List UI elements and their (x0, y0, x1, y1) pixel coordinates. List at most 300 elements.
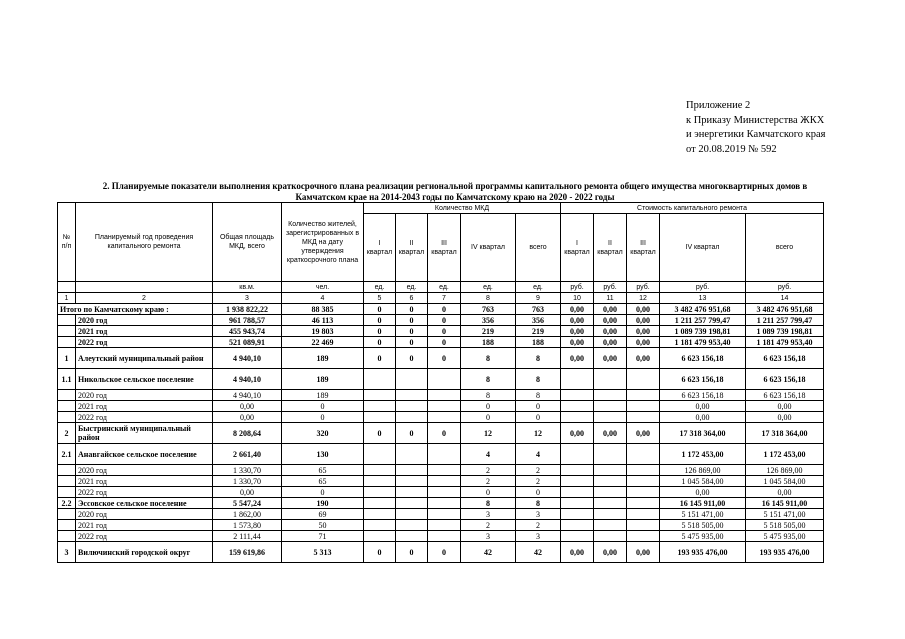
document-heading (55, 181, 855, 203)
table-row (58, 487, 824, 498)
appendix-line: и энергетики Камчатского края (686, 129, 826, 140)
table-cell: 42 (516, 542, 561, 563)
table-cell: 0 (461, 401, 516, 412)
column-number: 2 (76, 293, 213, 304)
table-cell (561, 531, 594, 542)
table-cell (561, 444, 594, 465)
table-cell (396, 390, 428, 401)
column-number: 6 (396, 293, 428, 304)
column-number: 4 (282, 293, 364, 304)
table-cell (396, 509, 428, 520)
table-cell: Никольское сельское поселение (76, 369, 213, 390)
table-cell: 0 (428, 315, 461, 326)
table-cell (627, 476, 660, 487)
table-cell (428, 509, 461, 520)
header-cost-q3: III квартал (627, 214, 660, 282)
table-cell (627, 487, 660, 498)
table-cell: 19 803 (282, 326, 364, 337)
table-cell: 65 (282, 465, 364, 476)
table-cell: 22 469 (282, 337, 364, 348)
table-cell: 0 (364, 337, 396, 348)
table-cell: 0 (461, 412, 516, 423)
table-cell (58, 315, 76, 326)
table-row (58, 412, 824, 423)
table-cell (364, 476, 396, 487)
table-cell: 0 (282, 412, 364, 423)
table-cell: 0 (282, 487, 364, 498)
table-cell (428, 487, 461, 498)
table-cell: 6 623 156,18 (660, 369, 746, 390)
header-mkd-q3: III квартал (428, 214, 461, 282)
table-cell: 3 482 476 951,68 (746, 304, 824, 315)
appendix-block (686, 99, 825, 157)
table-cell (428, 444, 461, 465)
table-cell: 1 938 822,22 (213, 304, 282, 315)
table-cell: 2 111,44 (213, 531, 282, 542)
table-cell (58, 390, 76, 401)
table-cell (58, 412, 76, 423)
table-cell (594, 476, 627, 487)
table-cell (627, 465, 660, 476)
table-cell (594, 444, 627, 465)
table-cell: 356 (461, 315, 516, 326)
table-cell (627, 369, 660, 390)
table-row (58, 465, 824, 476)
table-cell: 0,00 (660, 487, 746, 498)
table-row (58, 326, 824, 337)
table-row (58, 304, 824, 315)
units-cell: кв.м. (213, 282, 282, 293)
table-cell: 0 (364, 542, 396, 563)
table-cell (561, 401, 594, 412)
table-cell (58, 476, 76, 487)
table-cell: 2020 год (76, 509, 213, 520)
table-cell (428, 498, 461, 509)
column-number: 3 (213, 293, 282, 304)
table-cell (594, 531, 627, 542)
table-cell (627, 498, 660, 509)
column-number: 1 (58, 293, 76, 304)
table-cell (364, 498, 396, 509)
table-cell (627, 520, 660, 531)
table-cell: 0,00 (627, 304, 660, 315)
table-cell: 1 045 584,00 (660, 476, 746, 487)
table-cell: 1 172 453,00 (660, 444, 746, 465)
table-cell: 189 (282, 369, 364, 390)
units-cell: руб. (561, 282, 594, 293)
table-cell (561, 498, 594, 509)
header-area: Общая площадь МКД, всего (213, 203, 282, 282)
table-cell (561, 487, 594, 498)
table-cell: 5 547,24 (213, 498, 282, 509)
table-cell (428, 369, 461, 390)
table-cell: 0 (396, 348, 428, 369)
table-cell (428, 465, 461, 476)
table-cell (396, 444, 428, 465)
table-cell: 69 (282, 509, 364, 520)
table-cell (561, 412, 594, 423)
table-cell: 8 (461, 390, 516, 401)
table-cell: 12 (461, 423, 516, 444)
table-cell: Анавгайское сельское поселение (76, 444, 213, 465)
table-row (58, 337, 824, 348)
table-cell: 2022 год (76, 337, 213, 348)
table-cell (627, 444, 660, 465)
table-cell: 0 (364, 304, 396, 315)
table-cell: 3 (461, 531, 516, 542)
table-cell: 5 518 505,00 (746, 520, 824, 531)
table-cell: 320 (282, 423, 364, 444)
table-cell (364, 509, 396, 520)
table-row (58, 444, 824, 465)
table-cell: 0,00 (561, 542, 594, 563)
table-cell: 0 (428, 337, 461, 348)
header-cost-q1: I квартал (561, 214, 594, 282)
table-cell (627, 531, 660, 542)
table-cell: 0,00 (213, 412, 282, 423)
table-cell: 6 623 156,18 (746, 369, 824, 390)
table-cell: 2021 год (76, 401, 213, 412)
table-cell (396, 369, 428, 390)
table-cell: 5 313 (282, 542, 364, 563)
table-cell: 3 (516, 531, 561, 542)
table-cell: 1 089 739 198,81 (660, 326, 746, 337)
table-cell: Итого по Камчатскому краю : (58, 304, 213, 315)
table-cell: 0 (516, 401, 561, 412)
table-cell (594, 401, 627, 412)
header-mkd-q1: I квартал (364, 214, 396, 282)
table-cell: 4 (516, 444, 561, 465)
table-row (58, 531, 824, 542)
table-cell: 0,00 (627, 348, 660, 369)
table-cell: Эссовское сельское поселение (76, 498, 213, 509)
table-cell: 0,00 (746, 412, 824, 423)
table-cell: 190 (282, 498, 364, 509)
table-cell: 2020 год (76, 390, 213, 401)
table-cell: 763 (516, 304, 561, 315)
table-cell (627, 412, 660, 423)
table-cell: 126 869,00 (660, 465, 746, 476)
table-cell: 1.1 (58, 369, 76, 390)
table-cell: 0 (396, 542, 428, 563)
table-cell: 0,00 (594, 423, 627, 444)
table-cell (396, 401, 428, 412)
table-cell: 0 (364, 348, 396, 369)
table-cell: 219 (461, 326, 516, 337)
units-cell: чел. (282, 282, 364, 293)
table-cell (627, 390, 660, 401)
units-cell: ед. (396, 282, 428, 293)
table-cell: 0,00 (561, 326, 594, 337)
table-cell: 0,00 (594, 315, 627, 326)
table-cell (594, 369, 627, 390)
table-cell (428, 412, 461, 423)
table-cell (561, 509, 594, 520)
table-cell: 521 089,91 (213, 337, 282, 348)
table-cell: 5 518 505,00 (660, 520, 746, 531)
units-cell: руб. (594, 282, 627, 293)
table-cell: 1 181 479 953,40 (660, 337, 746, 348)
table-cell: 0 (428, 423, 461, 444)
table-cell: 0,00 (594, 348, 627, 369)
table-cell: 4 940,10 (213, 390, 282, 401)
table-cell: 8 (516, 369, 561, 390)
table-cell: 17 318 364,00 (746, 423, 824, 444)
table-cell: 50 (282, 520, 364, 531)
table-row (58, 476, 824, 487)
table-cell: Быстринский муниципальный район (76, 423, 213, 444)
table-cell: 455 943,74 (213, 326, 282, 337)
table-cell: 2020 год (76, 465, 213, 476)
table-cell: 1 (58, 348, 76, 369)
table-cell (428, 520, 461, 531)
header-mkd-q2: II квартал (396, 214, 428, 282)
table-row (58, 423, 824, 444)
table-cell: 2022 год (76, 487, 213, 498)
table-cell: Вилючинский городской округ (76, 542, 213, 563)
table-cell: 6 623 156,18 (660, 390, 746, 401)
heading-line: 2. Планируемые показатели выполнения краткосрочного плана реализации региональной программы капитального ремонта общего имущества многоквартирных домов в (102, 181, 808, 191)
table-cell: 0 (428, 304, 461, 315)
table-cell (594, 509, 627, 520)
table-cell (396, 520, 428, 531)
table-cell (58, 509, 76, 520)
table-cell (561, 476, 594, 487)
table-cell (364, 401, 396, 412)
table-cell (561, 369, 594, 390)
header-year: Планируемый год проведения капитального ремонта (76, 203, 213, 282)
table-cell (396, 412, 428, 423)
table-cell: 5 151 471,00 (746, 509, 824, 520)
table-cell: 42 (461, 542, 516, 563)
units-cell: ед. (428, 282, 461, 293)
table-row (58, 509, 824, 520)
table-cell: 2021 год (76, 476, 213, 487)
table-cell: 0 (461, 487, 516, 498)
table-row (58, 348, 824, 369)
appendix-line: к Приказу Министерства ЖКХ (686, 114, 825, 126)
table-cell (561, 390, 594, 401)
header-num: № п/п (58, 203, 76, 282)
table-cell: 6 623 156,18 (746, 390, 824, 401)
column-number: 10 (561, 293, 594, 304)
column-number: 13 (660, 293, 746, 304)
table-cell: 0 (396, 315, 428, 326)
table-cell: 0 (396, 326, 428, 337)
table-cell (364, 520, 396, 531)
table-cell: 2020 год (76, 315, 213, 326)
table-cell: 5 151 471,00 (660, 509, 746, 520)
table-cell (364, 444, 396, 465)
appendix-line: от 20.08.2019 № 592 (686, 143, 777, 155)
table-cell: 4 940,10 (213, 369, 282, 390)
table-cell (561, 520, 594, 531)
column-number: 5 (364, 293, 396, 304)
table-cell: 0,00 (561, 348, 594, 369)
header-mkd-total: всего (516, 214, 561, 282)
table-cell: 2 (461, 520, 516, 531)
column-number: 8 (461, 293, 516, 304)
units-cell: ед. (516, 282, 561, 293)
table-cell: 193 935 476,00 (660, 542, 746, 563)
table-cell (627, 509, 660, 520)
table-cell: 17 318 364,00 (660, 423, 746, 444)
units-cell: ед. (364, 282, 396, 293)
table-cell (364, 390, 396, 401)
table-cell (594, 498, 627, 509)
header-mkd-group: Количество МКД (364, 203, 561, 214)
table-cell: 8 (516, 498, 561, 509)
table-cell: 2 (516, 520, 561, 531)
table-cell: 8 (461, 348, 516, 369)
table-cell (428, 531, 461, 542)
table-cell: 356 (516, 315, 561, 326)
units-cell: ед. (461, 282, 516, 293)
table-cell: 16 145 911,00 (746, 498, 824, 509)
table-cell: 16 145 911,00 (660, 498, 746, 509)
table-cell: 0 (282, 401, 364, 412)
table-cell: 0,00 (594, 326, 627, 337)
table-row (58, 401, 824, 412)
table-cell: 46 113 (282, 315, 364, 326)
table-cell (364, 412, 396, 423)
table-cell: 0,00 (594, 542, 627, 563)
table-cell: 0,00 (746, 401, 824, 412)
table-cell: 0,00 (594, 304, 627, 315)
table-cell (396, 531, 428, 542)
table-cell (364, 465, 396, 476)
table-cell: 0,00 (594, 337, 627, 348)
table-cell: 5 475 935,00 (660, 531, 746, 542)
table-cell (594, 487, 627, 498)
header-cost-total: всего (746, 214, 824, 282)
table-cell (594, 412, 627, 423)
table-cell: 0 (396, 337, 428, 348)
table-cell (396, 498, 428, 509)
table-cell: 0 (428, 348, 461, 369)
table-cell: 0 (396, 423, 428, 444)
table-row (58, 390, 824, 401)
table-cell: 0 (364, 326, 396, 337)
table-cell: 2021 год (76, 520, 213, 531)
table-row (58, 498, 824, 509)
table-cell: 1 330,70 (213, 465, 282, 476)
column-number: 11 (594, 293, 627, 304)
table-cell: 8 (516, 390, 561, 401)
table-cell (396, 487, 428, 498)
table-cell: 0,00 (561, 337, 594, 348)
table-cell: 188 (516, 337, 561, 348)
header-cost-group: Стоимость капитального ремонта (561, 203, 824, 214)
table-cell (58, 337, 76, 348)
table-cell: 71 (282, 531, 364, 542)
table-cell: 8 (461, 498, 516, 509)
table-cell (428, 476, 461, 487)
column-number: 12 (627, 293, 660, 304)
table-cell (58, 401, 76, 412)
table-cell: 2 661,40 (213, 444, 282, 465)
table-cell: 1 089 739 198,81 (746, 326, 824, 337)
table-cell: 188 (461, 337, 516, 348)
table-row (58, 369, 824, 390)
table-cell: 0,00 (660, 412, 746, 423)
units-cell (76, 282, 213, 293)
table-cell: 0 (396, 304, 428, 315)
table-cell: 0 (364, 423, 396, 444)
table-cell: 1 862,00 (213, 509, 282, 520)
table-cell (428, 401, 461, 412)
table-cell (627, 401, 660, 412)
table-cell: 0,00 (561, 304, 594, 315)
table-cell (396, 476, 428, 487)
table-cell: 1 211 257 799,47 (746, 315, 824, 326)
table-cell: 1 573,80 (213, 520, 282, 531)
table-row (58, 542, 824, 563)
units-cell: руб. (627, 282, 660, 293)
table-cell: 3 (461, 509, 516, 520)
table-cell: 0 (516, 487, 561, 498)
table-body (58, 304, 824, 563)
table-cell: 189 (282, 390, 364, 401)
table-cell: 4 940,10 (213, 348, 282, 369)
table-cell: 0,00 (746, 487, 824, 498)
table-cell: 2 (58, 423, 76, 444)
table-cell: 1 181 479 953,40 (746, 337, 824, 348)
table-cell (58, 465, 76, 476)
units-cell: руб. (746, 282, 824, 293)
table-cell: 6 623 156,18 (746, 348, 824, 369)
column-number: 9 (516, 293, 561, 304)
table-cell: 2021 год (76, 326, 213, 337)
table-cell: 3 (58, 542, 76, 563)
column-number: 7 (428, 293, 461, 304)
table-cell: 0,00 (561, 315, 594, 326)
table-cell: 2 (461, 465, 516, 476)
table-cell (396, 465, 428, 476)
header-mkd-q4: IV квартал (461, 214, 516, 282)
header-cost-q2: II квартал (594, 214, 627, 282)
table-cell: 0,00 (627, 337, 660, 348)
table-cell: 2022 год (76, 412, 213, 423)
table-cell: 8 208,64 (213, 423, 282, 444)
table-cell: 0,00 (213, 401, 282, 412)
table-cell: 0,00 (627, 315, 660, 326)
data-table (57, 202, 824, 563)
table-cell: 6 623 156,18 (660, 348, 746, 369)
table-row (58, 520, 824, 531)
table-cell: 0 (364, 315, 396, 326)
table-cell: 4 (461, 444, 516, 465)
table-cell (364, 369, 396, 390)
table-cell: 0,00 (561, 423, 594, 444)
table-cell: 1 330,70 (213, 476, 282, 487)
table-cell (58, 520, 76, 531)
table-cell: 2 (461, 476, 516, 487)
table-cell: 159 619,86 (213, 542, 282, 563)
table-cell: Алеутский муниципальный район (76, 348, 213, 369)
column-number: 14 (746, 293, 824, 304)
table-cell: 88 385 (282, 304, 364, 315)
table-cell: 0,00 (627, 326, 660, 337)
table-cell: 961 788,57 (213, 315, 282, 326)
table-cell: 189 (282, 348, 364, 369)
table-cell (58, 531, 76, 542)
units-cell (58, 282, 76, 293)
heading-line: Камчатском крае на 2014-2043 годы по Камчатскому краю на 2020 - 2022 годы (295, 192, 615, 202)
table-cell: 1 172 453,00 (746, 444, 824, 465)
table-cell (428, 390, 461, 401)
table-cell (58, 326, 76, 337)
